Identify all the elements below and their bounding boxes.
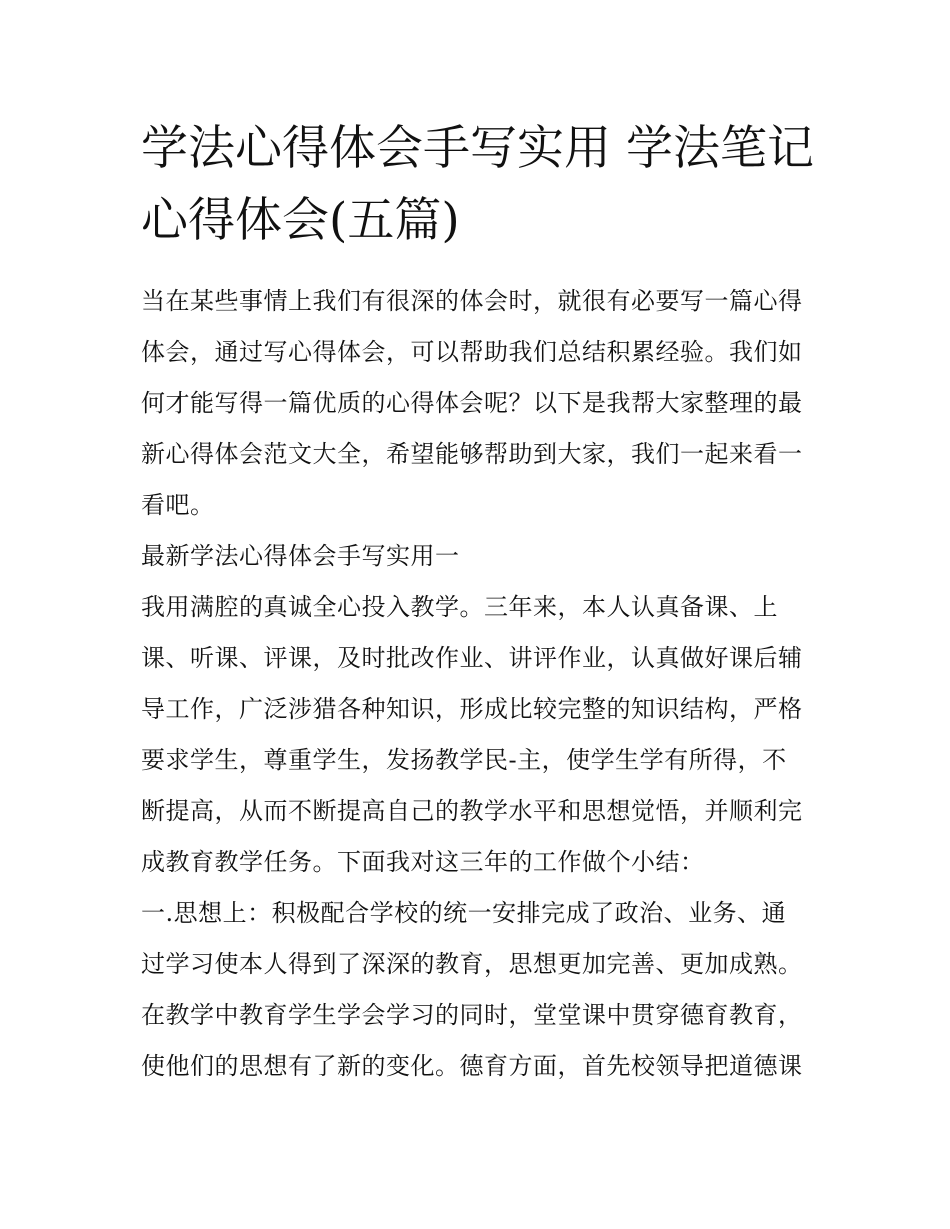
body-line: 新心得体会范文大全，希望能够帮助到大家，我们一起来看一 [141,440,803,468]
body-line: 使他们的思想有了新的变化。德育方面，首先校领导把道德课 [141,1052,803,1080]
body-line: 何才能写得一篇优质的心得体会呢？以下是我帮大家整理的最 [141,389,803,417]
document-body [141,276,821,1092]
body-line: 当在某些事情上我们有很深的体会时，就很有必要写一篇心得 [141,287,803,315]
body-line: 看吧。 [141,491,215,519]
body-line: 体会，通过写心得体会，可以帮助我们总结积累经验。我们如 [141,338,803,366]
document-title: 学法心得体会手写实用 学法笔记心得体会(五篇) [141,121,814,248]
body-line: 课、听课、评课，及时批改作业、讲评作业，认真做好课后辅 [141,644,803,672]
body-line: 一.思想上：积极配合学校的统一安排完成了政治、业务、通 [141,899,787,927]
body-line: 成教育教学任务。下面我对这三年的工作做个小结： [141,848,705,876]
body-line: 我用满腔的真诚全心投入教学。三年来，本人认真备课、上 [141,593,778,621]
body-line: 导工作，广泛涉猎各种知识，形成比较完整的知识结构，严格 [141,695,803,723]
body-line: 要求学生，尊重学生，发扬教学民-主，使学生学有所得，不 [141,746,787,774]
body-line: 在教学中教育学生学会学习的同时，堂堂课中贯穿德育教育， [141,1001,803,1029]
section-heading: 最新学法心得体会手写实用一 [141,542,460,570]
body-line: 过学习使本人得到了深深的教育，思想更加完善、更加成熟。 [141,950,803,978]
body-line: 断提高，从而不断提高自己的教学水平和思想觉悟，并顺利完 [141,797,803,825]
